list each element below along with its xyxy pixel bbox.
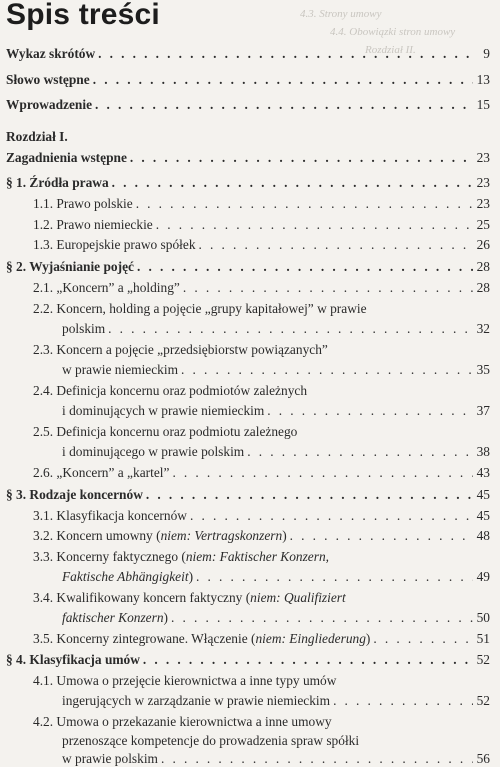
toc-entry bbox=[62, 569, 490, 585]
dot-leader bbox=[290, 528, 473, 544]
toc-entry-title bbox=[33, 528, 287, 544]
toc-entry bbox=[62, 610, 490, 626]
toc-entry bbox=[33, 528, 490, 544]
dot-leader bbox=[112, 175, 473, 191]
toc-entry-italic: niem: Eingliederung bbox=[255, 631, 366, 646]
toc-entry bbox=[33, 196, 490, 212]
toc-page-number: 15 bbox=[476, 97, 490, 112]
page-title: Spis treści bbox=[6, 0, 160, 31]
toc-entry bbox=[33, 508, 490, 524]
dot-leader bbox=[98, 46, 473, 62]
toc-entry-italic: niem: Qualifiziert bbox=[250, 590, 346, 605]
toc-entry-title: 4.2. Umowa o przekazanie kierownictwa a inne umowy bbox=[33, 714, 332, 729]
toc-entry-title bbox=[33, 590, 346, 606]
dot-leader bbox=[108, 321, 473, 337]
toc-entry bbox=[62, 444, 490, 460]
dot-leader bbox=[95, 97, 473, 113]
dot-leader bbox=[137, 259, 473, 275]
toc-entry-text: ) bbox=[365, 631, 371, 646]
toc-entry-title: 4.1. Umowa o przejęcie kierownictwa a inne typy umów bbox=[33, 673, 337, 688]
dot-leader bbox=[161, 751, 473, 767]
toc-entry-title: Słowo wstępne bbox=[6, 72, 90, 87]
toc-entry-title-cont: przenoszące kompetencje do prowadzenia spraw spółki bbox=[62, 733, 360, 748]
toc-entry-title-cont: i dominujących w prawie niemieckim bbox=[62, 403, 265, 418]
toc-page-number: 48 bbox=[476, 528, 490, 543]
dot-leader bbox=[333, 693, 473, 709]
toc-entry-text: ) bbox=[163, 610, 169, 625]
toc-entry-text: 3.5. Koncerny zintegrowane. Włączenie ( bbox=[33, 631, 256, 646]
dot-leader bbox=[172, 465, 473, 481]
toc-entry-title: § 2. Wyjaśnianie pojęć bbox=[6, 259, 134, 274]
dot-leader bbox=[267, 403, 473, 419]
toc-page-number: 9 bbox=[483, 46, 490, 61]
toc-entry-text: ) bbox=[282, 528, 287, 543]
toc-entry bbox=[62, 403, 490, 419]
toc-entry bbox=[6, 72, 490, 88]
toc-entry-italic: faktischer Konzern bbox=[62, 610, 164, 625]
dot-leader bbox=[143, 652, 473, 668]
toc-entry bbox=[62, 362, 490, 378]
dot-leader bbox=[146, 487, 473, 503]
toc-page-number: 35 bbox=[476, 362, 490, 377]
toc-entry bbox=[6, 150, 490, 166]
dot-leader bbox=[181, 362, 473, 378]
toc-entry-title-cont: polskim bbox=[62, 321, 106, 336]
dot-leader bbox=[136, 196, 473, 212]
toc-entry-title: 2.6. „Koncern” a „kartel” bbox=[33, 465, 170, 480]
toc-entry-title: Zagadnienia wstępne bbox=[6, 150, 127, 165]
toc-page-number: 50 bbox=[476, 610, 490, 625]
toc-entry-title: 1.2. Prawo niemieckie bbox=[33, 217, 153, 232]
toc-entry bbox=[33, 280, 490, 296]
toc-page-number: 28 bbox=[476, 280, 490, 295]
toc-entry-title: 2.2. Koncern, holding a pojęcie „grupy kapitałowej” w prawie bbox=[33, 301, 367, 316]
toc-entry-title-cont bbox=[62, 610, 168, 626]
toc-page-number: 13 bbox=[476, 72, 490, 87]
bleed-through-text: Rozdział II. bbox=[365, 44, 416, 56]
toc-entry bbox=[62, 321, 490, 337]
toc-entry-text: 3.4. Kwalifikowany koncern faktyczny ( bbox=[33, 590, 251, 605]
toc-page-number: 23 bbox=[476, 196, 490, 211]
toc-page-number: 25 bbox=[476, 217, 490, 232]
toc-page-number: 43 bbox=[476, 465, 490, 480]
toc-entry-title: Wykaz skrótów bbox=[6, 46, 96, 61]
toc-entry bbox=[62, 751, 490, 767]
bleed-through-text: 4.3. Strony umowy bbox=[300, 8, 382, 20]
toc-entry bbox=[6, 259, 490, 275]
toc-page-number: 23 bbox=[476, 150, 490, 165]
toc-page-number: 26 bbox=[476, 237, 490, 252]
dot-leader bbox=[196, 569, 473, 585]
toc-entry-title-cont: ingerujących w zarządzanie w prawie niemieckim bbox=[62, 693, 331, 708]
toc-entry bbox=[33, 465, 490, 481]
toc-page-number: 49 bbox=[476, 569, 490, 584]
toc-page-number: 45 bbox=[476, 508, 490, 523]
toc-entry-title-cont: w prawie niemieckim bbox=[62, 362, 179, 377]
toc-page-number: 52 bbox=[476, 652, 490, 667]
toc-entry bbox=[33, 631, 490, 647]
toc-entry-title: § 3. Rodzaje koncernów bbox=[6, 487, 143, 502]
toc-entry bbox=[62, 693, 490, 709]
toc-entry-title: 2.5. Definicja koncernu oraz podmiotu zależnego bbox=[33, 424, 298, 439]
toc-entry-italic: niem: Faktischer Konzern, bbox=[185, 549, 330, 564]
toc-entry bbox=[6, 97, 490, 113]
toc-page-number: 45 bbox=[476, 487, 490, 502]
toc-entry-text: 3.2. Koncern umowny ( bbox=[33, 528, 161, 543]
toc-entry bbox=[33, 237, 490, 253]
toc-entry-title-cont: i dominującego w prawie polskim bbox=[62, 444, 245, 459]
toc-entry bbox=[6, 652, 490, 668]
toc-page-number: 28 bbox=[476, 259, 490, 274]
dot-leader bbox=[373, 631, 473, 647]
dot-leader bbox=[130, 150, 473, 166]
toc-entry-title: § 4. Klasyfikacja umów bbox=[6, 652, 140, 667]
dot-leader bbox=[156, 217, 473, 233]
toc-entry-text: ) bbox=[188, 569, 194, 584]
toc-entry bbox=[33, 217, 490, 233]
toc-page-number: 37 bbox=[476, 403, 490, 418]
dot-leader bbox=[190, 508, 473, 524]
dot-leader bbox=[247, 444, 473, 460]
toc-page-number: 23 bbox=[476, 175, 490, 190]
toc-entry-title: 2.1. „Koncern” a „holding” bbox=[33, 280, 180, 295]
toc-entry-title: 1.3. Europejskie prawo spółek bbox=[33, 237, 196, 252]
toc-entry-title: 1.1. Prawo polskie bbox=[33, 196, 133, 211]
toc-entry bbox=[6, 46, 490, 62]
dot-leader bbox=[183, 280, 473, 296]
toc-entry-text: 3.3. Koncerny faktycznego ( bbox=[33, 549, 186, 564]
toc-page-number: 52 bbox=[476, 693, 490, 708]
toc-entry-title-cont bbox=[62, 569, 193, 585]
toc-entry-italic: Faktische Abhängigkeit bbox=[62, 569, 189, 584]
toc-entry bbox=[6, 487, 490, 503]
dot-leader bbox=[171, 610, 473, 626]
toc-page-number: 38 bbox=[476, 444, 490, 459]
toc-entry-title: § 1. Źródła prawa bbox=[6, 175, 109, 190]
toc-page-number: 56 bbox=[476, 751, 490, 766]
toc-entry bbox=[6, 175, 490, 191]
toc-entry-title: 3.1. Klasyfikacja koncernów bbox=[33, 508, 187, 523]
bleed-through-text: 4.4. Obowiązki stron umowy bbox=[330, 26, 456, 38]
toc-page-number: 51 bbox=[476, 631, 490, 646]
toc-entry-title: 2.4. Definicja koncernu oraz podmiotów zależnych bbox=[33, 383, 308, 398]
toc-entry-title bbox=[33, 549, 329, 565]
toc-entry-title: Wprowadzenie bbox=[6, 97, 93, 112]
toc-entry-title bbox=[33, 631, 370, 647]
dot-leader bbox=[199, 237, 473, 253]
toc-page-number: 32 bbox=[476, 321, 490, 336]
toc-entry-title-cont: w prawie polskim bbox=[62, 751, 158, 766]
toc-entry-title: 2.3. Koncern a pojęcie „przedsiębiorstw powiązanych” bbox=[33, 342, 328, 357]
toc-entry-italic: niem: Vertragskonzern bbox=[160, 528, 283, 543]
dot-leader bbox=[93, 72, 473, 88]
chapter-heading: Rozdział I. bbox=[6, 129, 68, 144]
